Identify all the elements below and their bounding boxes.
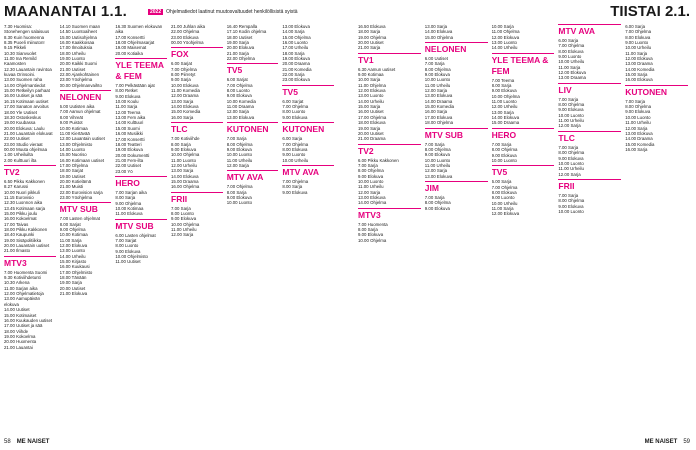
channel-heading: NELONEN: [60, 90, 112, 103]
program-list: 7.00 Lasten ohjelmat 8.00 Sarjat 9.00 Ohjelma 10.00 Kotimaa 11.00 Sarja 12.00 Elokuva 13.00 Luonto 14.00 Urheilu 15.00 Kirjasto 16.00 Kuukausi 17.00 Ohjelmisto 18.00 Tänään 19.00 Sarja 20.00 Uutiset 21.00 Elokuva: [59, 216, 101, 297]
channel-heading: NELONEN: [425, 42, 488, 55]
listings-note: [148, 9, 298, 15]
program-list: 6.00 Sarja 7.00 Ohjelma 8.00 Elokuva 9.00 Luonto 10.00 Urheilu 11.00 Sarja 12.00 Elokuva 13.00 Draama 14.00 Komedia 15.00 Sarja 16.00 Elokuva: [625, 24, 655, 83]
listing-column: [227, 24, 279, 430]
magazine-name-left: ME NAISET: [16, 439, 50, 445]
program-list: 7.00 Huomenta Suomi 9.30 Kotiviihdetunti 10.30 Arkena 11.00 Sarjan aika 12.00 Ohjelmatietoja 13.00 Aamupäivän elokuva 14.00 Uutiset 15.00 Kotimaiset 16.00 Kuukauden uutiset 17.00 Uutiset ja sää 18.00 Viihde 19.00 Kokoelma 20.00 Huomenta 21.00 Lauantai: [4, 269, 53, 350]
page-number-right: 59: [683, 439, 690, 445]
program-list: 6.00 Uutiset 7.00 Sarja 8.00 Ohjelma 9.00 Elokuva 10.00 Luonto 11.00 Urheilu 12.00 Sarja 13.00 Elokuva 14.00 Draama 15.00 Komedia 16.00 Sarja 17.00 Elokuva 18.00 Ohjelma: [424, 56, 455, 126]
footer-right: [639, 439, 690, 445]
program-list: 6.00 Pikku Kakkonen 7.00 Sarja 8.00 Ohjelma 9.00 Elokuva 10.00 Luonto 11.00 Urheilu 12.00 Sarja 13.00 Elokuva 14.00 Ohjelma: [358, 157, 399, 206]
listing-column: [625, 24, 688, 430]
channel-heading: TV5: [282, 85, 334, 98]
channel-heading: MTV3: [4, 256, 56, 269]
listing-column: [558, 24, 621, 430]
channel-heading: KUTONEN: [227, 122, 279, 135]
program-list: 7.00 Teema 8.00 Sarja 9.00 Elokuva 10.00 Ohjelma 11.00 Luonto 12.00 Urheilu 13.00 Sarja 14.00 Elokuva 15.00 Draama: [491, 77, 520, 126]
listing-column: [4, 24, 56, 430]
program-list: 7.00 Pelkästään ajat 8.00 Retket 9.00 Elokuva 10.00 Koulu 11.00 Sarja 12.00 Teema 13.00 Fem aika 14.00 Kulttuuri 15.00 Suomi 16.00 Musiikki 17.00 Konsertti 18.00 Teatteri 19.00 Elokuva 20.00 Dokumentti 21.00 Fem-ilta 22.00 Uutiset 23.00 Yö: [115, 83, 155, 174]
program-list: 6.00 Sarja 7.00 Ohjelma 8.00 Elokuva 9.00 Luonto 10.00 Urheilu 11.00 Sarja 12.00 Elokuva 13.00 Draama: [558, 38, 586, 81]
program-list: 7.00 Sarja 8.00 Ohjelma 9.00 Elokuva: [424, 194, 451, 211]
program-list: 7.00 Sarja 8.00 Ohjelma 9.00 Elokuva 10.00 Luonto: [558, 192, 585, 214]
day-heading-right: TIISTAI 2.1.: [610, 3, 690, 20]
channel-heading: TV1: [358, 53, 421, 66]
program-list: 6.00 Sarjat 7.00 Ohjelma 8.00 Luonto 9.00 Elokuva: [282, 98, 309, 120]
program-list: 7.00 Huomenta 8.00 Sarja 9.00 Elokuva 10.00 Ohjelma: [358, 221, 388, 243]
listing-column: [171, 24, 223, 430]
program-list: 7.00 Sarja 8.00 Ohjelma 9.00 Elokuva 10.00 Luonto 11.00 Urheilu 12.00 Sarja: [558, 144, 585, 177]
channel-heading: YLE TEEMA & FEM: [115, 58, 167, 82]
program-list: 7.00 Ohjelma 8.00 Sarja 9.00 Elokuva: [282, 178, 309, 195]
channel-heading: TV2: [358, 144, 421, 157]
channel-heading: YLE TEEMA & FEM: [492, 53, 555, 77]
listing-column: [60, 24, 112, 430]
program-list: 14.10 Suomen maan 14.50 Luontoaiheet 15.00 Uutisohjelma 16.00 Kaakkoisaa 17.00 Ilmoituksia 18.00 Urheilu 19.00 Luonto 20.00 Kaikki Suomi 21.00 Uutiset 22.00 Ajankohtainen 23.00 Yöohjelma 00.00 Ohjelmanvaihto: [59, 24, 102, 88]
channel-heading: TLC: [171, 122, 223, 135]
program-list: 7.30 Huomisa: Stonehengen salaisuus 8.30 Kuin huomenna 8.35 Puoeli miinuton! 9.15 Pikkeli 10.30 Sianvuolet 11.00 Ina Remild Kaamosten: [4, 24, 50, 67]
magazine-name-right: ME NAISET: [644, 439, 678, 445]
channel-heading: JIM: [425, 181, 488, 194]
listing-column: [358, 24, 421, 430]
program-list: 7.00 Sarja 8.00 Ohjelma 9.00 Elokuva 10.00 Luonto 11.00 Urheilu 12.00 Sarja 13.00 Elokuva: [424, 141, 453, 179]
program-list: 7.00 Sarja 8.00 Luonto 9.00 Elokuva 10.00 Ohjelma 11.00 Urheilu 12.00 Sarja: [171, 205, 200, 238]
masthead: [0, 0, 696, 22]
listing-column: [425, 24, 488, 430]
program-list: 7.00 Kotiviihde 8.00 Sarja 9.00 Elokuva 10.00 Ohjelma 11.00 Luonto 12.00 Urheilu 13.00 Sarja 14.00 Elokuva 15.00 Draama 16.00 Ohjelma: [171, 136, 200, 190]
program-list: 6.00 Lasten ohjelmat 7.00 Sarjat 8.00 Luonto 9.00 Elokuva 10.00 Ohjelmisto 11.00 Uutiset: [115, 232, 156, 265]
program-list: 6.00 Sarjat 7.00 Ohjelma 8.00 Luonto 9.00 Elokuva 10.00 Komedia 11.00 Draama 12.00 Sarja 13.00 Elokuva: [226, 77, 256, 120]
listing-column: [115, 24, 167, 430]
channel-heading: KUTONEN: [282, 122, 334, 135]
channel-heading: KUTONEN: [625, 85, 688, 98]
program-list: 6.00 Sarjat 7.00 Ohjelma 8.00 Piirretyt 9.00 Sarja 10.00 Elokuva 11.00 Komedia 12.00 Draama 13.00 Sarja 14.00 Elokuva 15.00 Komedia 16.00 Sarja: [171, 61, 201, 120]
channel-heading: TV5: [227, 63, 279, 76]
program-list: 6.00 Sarja 7.00 Ohjelma 8.00 Elokuva 9.00 Luonto 10.00 Urheilu 11.00 Sarja 12.00 Elokuva: [491, 179, 520, 217]
program-list: 16.50 Elokuva 18.00 Sarja 19.00 Ohjelma 20.00 Uutiset 21.00 Sarja: [358, 24, 387, 51]
program-list: 7.00 Sarja 8.00 Ohjelma 9.00 Elokuva 10.00 Luonto 11.00 Urheilu 12.00 Sarja: [226, 136, 253, 168]
channel-heading: HERO: [115, 176, 167, 189]
brand-note: Ohjelmatiedot laatinut muutosvaltuudet henkilöllisistä syistä: [166, 9, 298, 15]
brand-badge: 2022: [150, 9, 162, 15]
program-list: 7.00 Ohjelma 8.00 Sarja 9.00 Elokuva 10.00 Luonto: [226, 184, 253, 206]
program-list: 13.00 Sarja 14.00 Elokuva 15.00 Ohjelma: [424, 24, 454, 40]
channel-heading: FRII: [171, 192, 223, 205]
channel-heading: TLC: [558, 131, 621, 144]
program-list: 13.00 Elokuva 14.00 Sarja 15.00 Ohjelma 16.00 Luonto 17.00 Urheilu 18.00 Sarja 19.00 Elokuva 20.00 Draama 21.00 Komedia 22.00 Sarja 23.00 Elokuva: [282, 24, 312, 83]
program-list: 16.40 Rempalla 17.10 Kodin ohjelma 18.00 Uutiset 19.00 Sarja 20.00 Elokuva 21.00 Sarja 22.00 Ohjelma: [226, 24, 267, 62]
channel-heading: MTV AVA: [227, 170, 279, 183]
program-list: 12.30 Lauantain ravintoa kuvaa Orinsoini. 13.00 Suomen raha 14.00 Ohjelmantiedot 15.00 Retkeilyn parhaat 16.00 Uutiset ja sää 16.15 Kotimaan uutiset 17.00 Sanaton arvoitus 18.00 Yle Uutiset 18.30 Ostoskeskus 19.00 Kuubassa 20.00 Elokuva: Laulu 21.00 Lauantain elokuvat 22.00 Uutiset 23.00 Studio vieraat 00.00 Muuta ohjelmaa: [4, 66, 53, 152]
channel-heading: MTV AVA: [282, 165, 334, 178]
program-list: 16.30 Suomen elokuvan aika 17.00 Konsertti 18.00 Ohjelmasarjat 19.00 Maisemat 20.00 Kotiaika: [115, 24, 163, 56]
listing-column: [492, 24, 555, 430]
page-left: [4, 24, 334, 430]
channel-heading: FRII: [558, 179, 621, 192]
channel-heading: MTV3: [358, 208, 421, 221]
channel-heading: TV2: [4, 165, 56, 178]
channel-heading: LIV: [558, 83, 621, 96]
page-right: [358, 24, 688, 430]
program-list: 7.00 Sarja 8.00 Ohjelma 9.00 Elokuva 10.00 Luonto: [491, 141, 518, 163]
program-list: 7.00 Sarja 8.00 Ohjelma 9.00 Elokuva 10.00 Luonto 11.00 Urheilu 12.00 Sarja 13.00 Elokuva 14.00 Draama 15.00 Komedia 16.00 Sarja: [625, 98, 655, 152]
day-heading-left: MAANANTAI 1.1.: [4, 3, 128, 20]
program-list: 6.30 Aamun uutiset 9.00 Kotimaa 10.00 Sarja 11.00 Ohjelma 12.00 Elokuva 13.00 Luonto 14.00 Urheilu 15.00 Sarja 16.00 Uutiset 17.00 Ohjelma 18.00 Elokuva 19.00 Sarja 20.00 Uutiset 21.00 Draama: [358, 66, 396, 142]
program-list: 6.50 Pikku Kakkonen 8.27 Karussi 10.00 Nuori pikkuli 11.15 Eurovisio 12.30 Luonnon aika 13.45 Kotimaan sarja 15.00 Pikku joulu 16.00 Kokoelmat 17.00 Taivas 18.00 Pikku Kakkonen 18.40 Kaupunki 19.00 Sisäpolitiikka 20.00 Lauantain uutiset 21.00 Ilmasto: [4, 178, 50, 254]
listing-column: [282, 24, 334, 430]
program-list: 10.00 Sarja 11.00 Ohjelma 12.00 Elokuva 13.00 Luonto 14.00 Urheilu: [491, 24, 520, 51]
program-list: 6.00 Uutisten aika 7.00 Aamun ohjelmat 8.00 Vihreät 9.00 Puistot 10.00 Kotimaa 11.00 Kiertävää 12.00 Lauantain uutiset 13.00 Ohjelmisto 14.00 Luonto 15.00 Nuoriso 16.00 Kotimaan uutiset 17.00 Ohjelma 18.00 Sarjat 19.00 Uutiset 20.00 Kotielämä 21.00 Muisti 22.00 Eurovision sarja 23.00 Yöohjelma: [59, 104, 105, 200]
channel-heading: MTV AVA: [558, 24, 621, 37]
program-list: 21.00 Juhlan aika 22.00 Ohjelma 23.00 Elokuva 00.00 Yöohjelma: [171, 24, 206, 46]
channel-heading: MTV SUB: [60, 202, 112, 215]
footer: [0, 436, 696, 450]
channel-heading: FOX: [171, 47, 223, 60]
program-list: 6.00 Sarja 7.00 Ohjelma 8.00 Elokuva 9.00 Luonto 10.00 Urheilu: [282, 136, 309, 163]
channel-heading: TV5: [492, 165, 555, 178]
program-list: 7.00 Sarjan aika 8.00 Sarja 9.00 Ohjelma 10.00 Kotimaa 11.00 Elokuva: [115, 189, 147, 217]
program-list: 7.00 Sarja 8.00 Ohjelma 9.00 Elokuva 10.00 Luonto 11.00 Urheilu 12.00 Sarja: [558, 96, 585, 129]
program-list: 1.00 Urheiluilta 2.00 Kulttuuri ilta: [4, 152, 37, 163]
channel-heading: MTV SUB: [115, 219, 167, 232]
footer-left: [4, 439, 55, 445]
channel-heading: MTV SUB: [425, 128, 488, 141]
channel-heading: HERO: [492, 128, 555, 141]
page-number-left: 58: [4, 439, 11, 445]
